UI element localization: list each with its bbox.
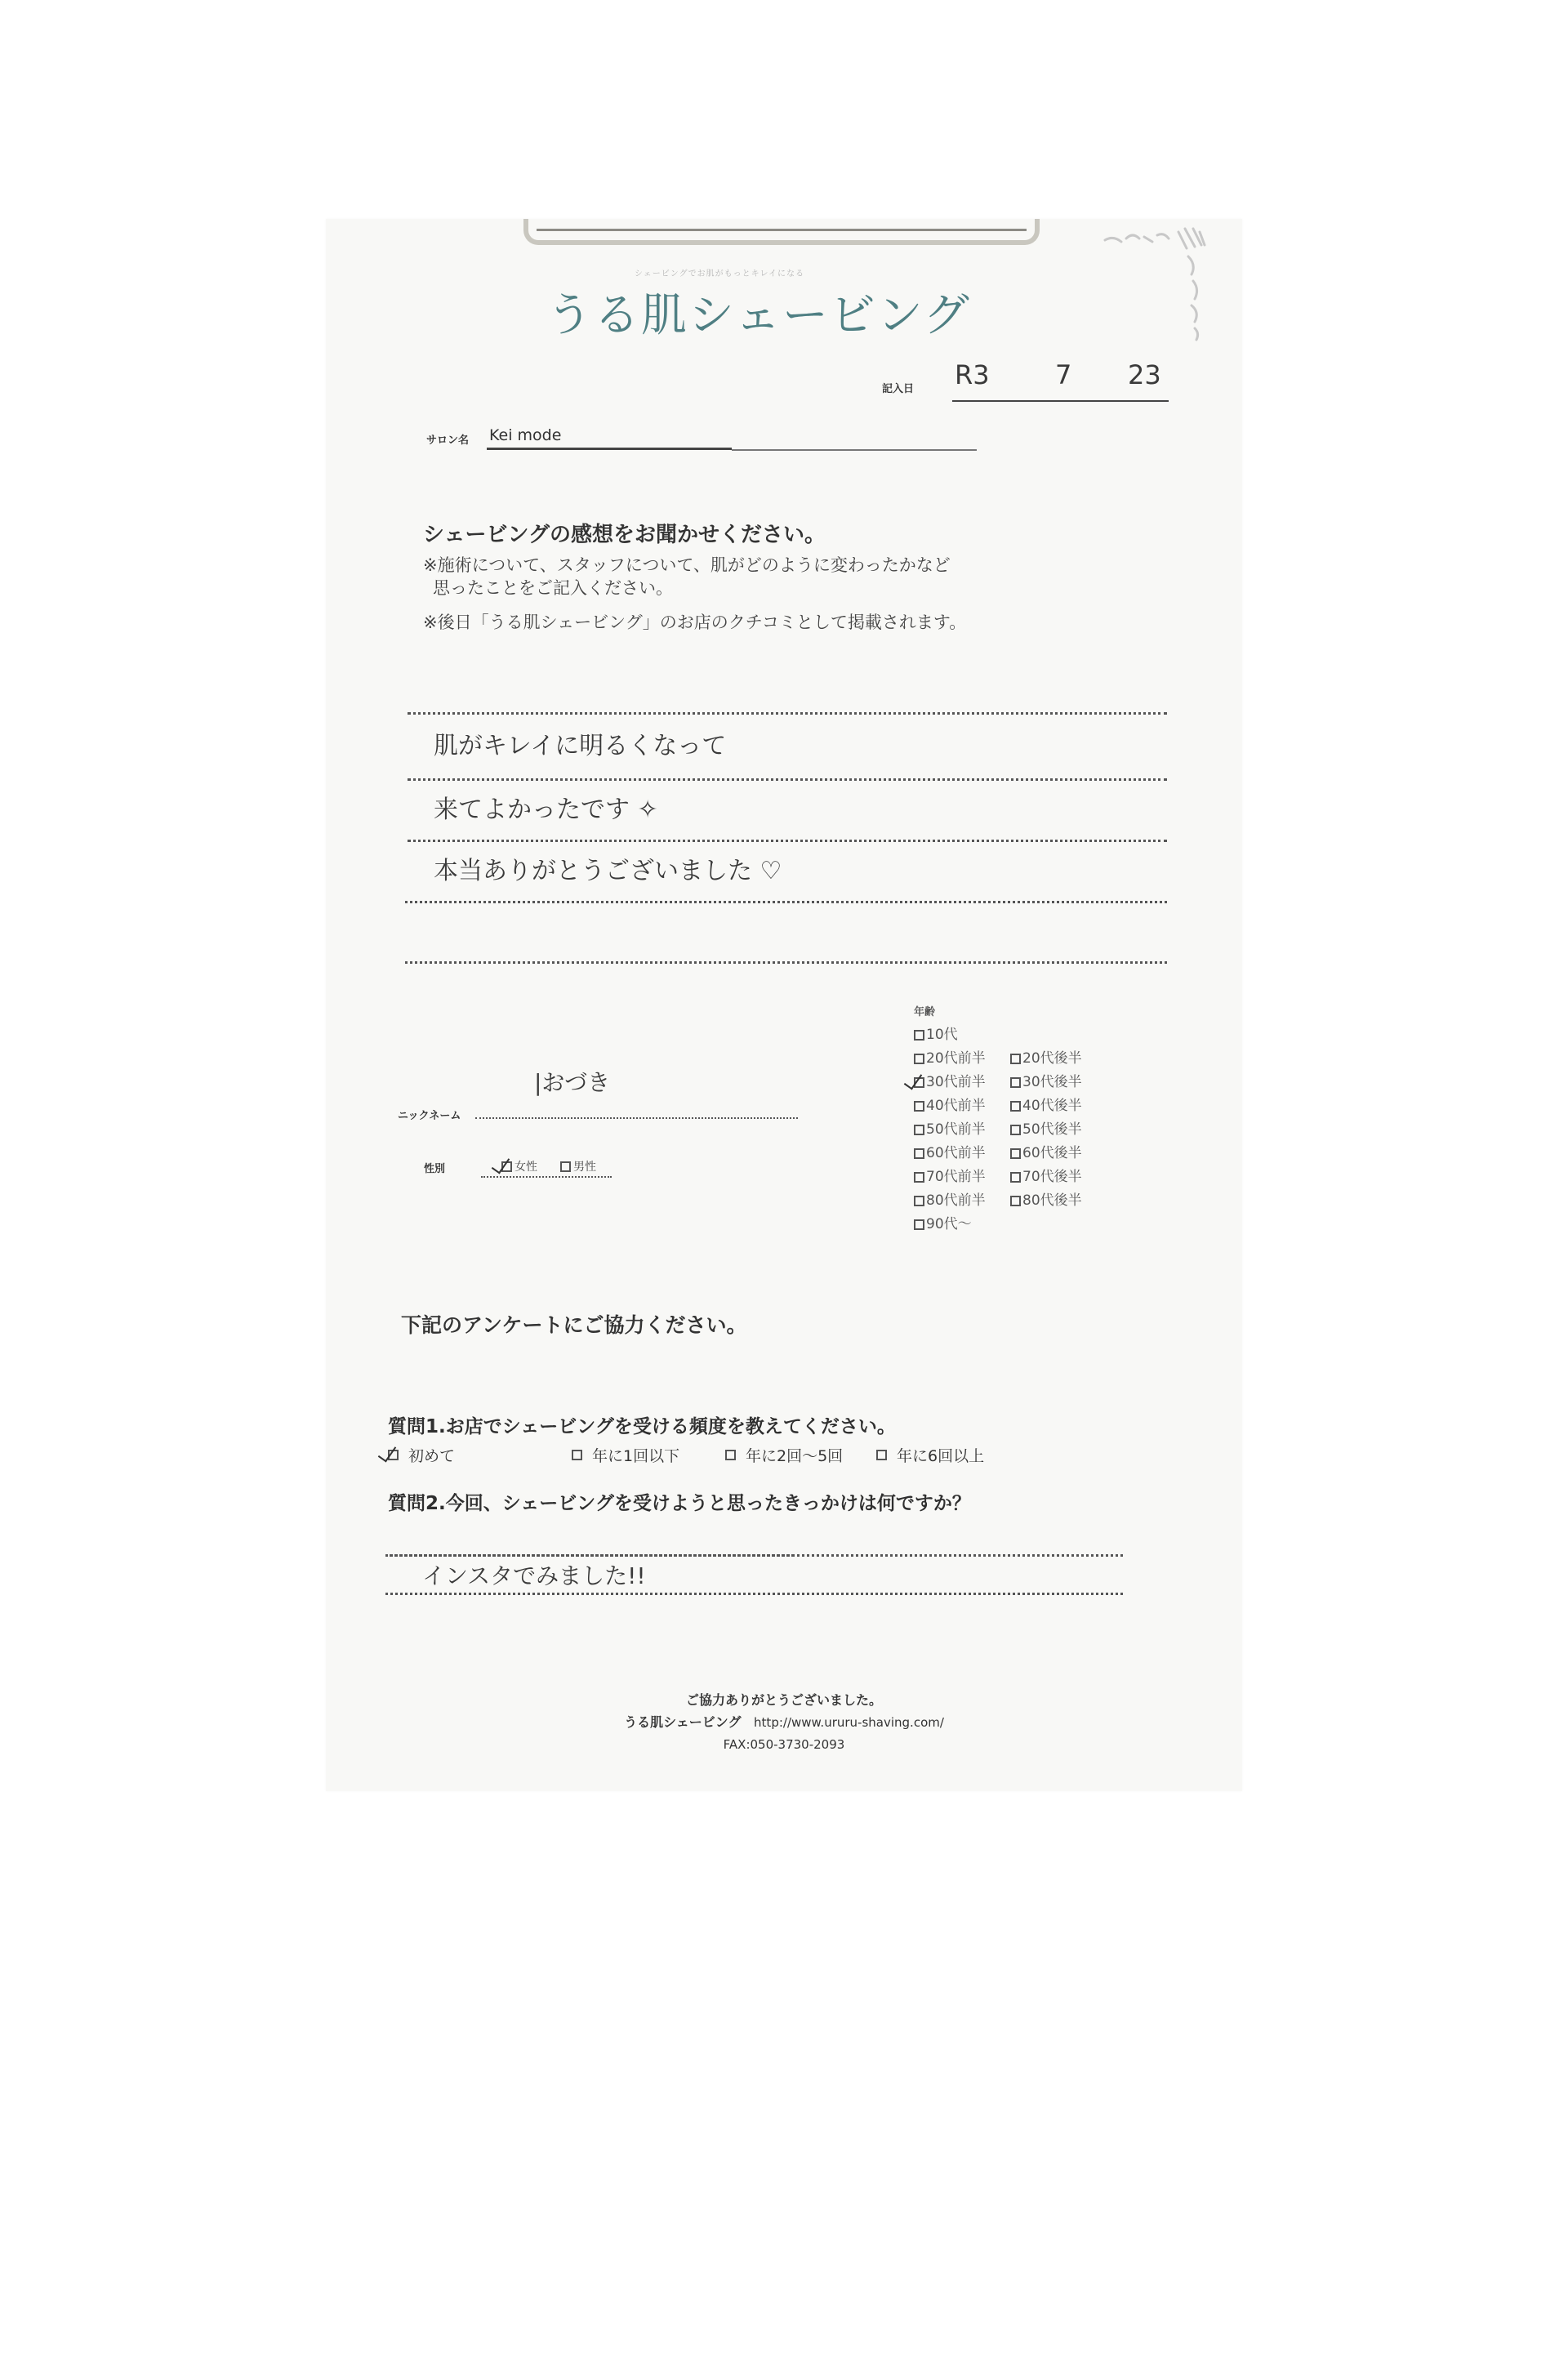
gender-label: 性別 (424, 1163, 446, 1175)
age-options (914, 1023, 1098, 1237)
age-option[interactable]: 80代後半 (1010, 1189, 1098, 1213)
footer-fax: FAX:050-3730-2093 (723, 1737, 845, 1752)
q1-option-2-to-5[interactable]: 年に2回〜5回 (725, 1444, 843, 1466)
age-option[interactable]: 90代〜 (914, 1213, 1002, 1237)
age-option[interactable]: 80代前半 (914, 1189, 1002, 1213)
footer-brand-line (326, 1711, 1242, 1734)
q1-option-6-or-more[interactable]: 年に6回以上 (876, 1444, 984, 1466)
age-option[interactable]: 70代前半 (914, 1165, 1002, 1189)
checkbox-icon[interactable] (914, 1148, 924, 1159)
gender-options (501, 1158, 596, 1174)
date-month[interactable]: 7 (1055, 359, 1072, 390)
age-option[interactable]: 20代前半 (914, 1047, 1002, 1071)
q2-answer[interactable]: インスタでみました!! (422, 1562, 646, 1589)
age-option[interactable]: 50代前半 (914, 1118, 1002, 1142)
brand-title: うる肌シェービング (546, 289, 971, 342)
checkbox-icon[interactable] (876, 1450, 887, 1460)
checkbox-checked-icon[interactable] (914, 1077, 924, 1088)
nickname-value[interactable]: |おづき (534, 1069, 611, 1096)
date-label: 記入日 (882, 383, 915, 395)
q2-answer-line (385, 1593, 1123, 1595)
age-option[interactable]: 40代前半 (914, 1094, 1002, 1118)
checkbox-icon[interactable] (914, 1030, 924, 1041)
footer (326, 1689, 1242, 1756)
q1-option-once-or-less[interactable]: 年に1回以下 (572, 1444, 679, 1466)
impression-heading: シェービングの感想をお聞かせください。 (423, 523, 826, 547)
impression-note-2: ※後日「うる肌シェービング」のお店のクチコミとして掲載されます。 (423, 613, 967, 632)
checkbox-icon[interactable] (560, 1161, 571, 1172)
age-option[interactable]: 50代後半 (1010, 1118, 1098, 1142)
checkbox-icon[interactable] (1010, 1196, 1021, 1206)
checkbox-icon[interactable] (914, 1172, 924, 1183)
impression-note-1-cont: 思ったことをご記入ください。 (433, 578, 673, 598)
checkbox-icon[interactable] (914, 1219, 924, 1230)
q1-options (388, 1444, 1123, 1468)
comment-line-1[interactable]: 肌がキレイに明るくなって (434, 732, 727, 760)
checkbox-icon[interactable] (1010, 1172, 1021, 1183)
checkbox-icon[interactable] (1010, 1125, 1021, 1135)
q1-option-first-time[interactable]: 初めて (388, 1444, 455, 1466)
checkbox-icon[interactable] (1010, 1148, 1021, 1159)
comment-line-2[interactable]: 来てよかったです ✧ (434, 795, 658, 824)
salon-label: サロン名 (426, 435, 470, 447)
checkbox-icon[interactable] (1010, 1101, 1021, 1112)
checkbox-checked-icon[interactable] (501, 1161, 512, 1172)
checkbox-icon[interactable] (914, 1196, 924, 1206)
age-option[interactable]: 10代 (914, 1023, 1002, 1047)
comment-line (408, 712, 1167, 715)
date-underline (952, 400, 1169, 402)
age-option[interactable]: 60代前半 (914, 1142, 1002, 1165)
salon-underline (487, 448, 732, 450)
age-option[interactable]: 60代後半 (1010, 1142, 1098, 1165)
comment-line (408, 778, 1167, 781)
comment-line (408, 840, 1167, 842)
gender-option-male[interactable]: 男性 (560, 1158, 596, 1174)
survey-form-sheet (326, 219, 1242, 1791)
nickname-underline (475, 1117, 798, 1119)
footer-brand: うる肌シェービング (624, 1714, 742, 1730)
age-option[interactable]: 40代後半 (1010, 1094, 1098, 1118)
checkbox-checked-icon[interactable] (388, 1450, 399, 1460)
checkbox-icon[interactable] (1010, 1054, 1021, 1064)
comment-line (405, 961, 1167, 964)
checkbox-icon[interactable] (572, 1450, 582, 1460)
comment-line (405, 901, 1167, 903)
q2-heading: 質問2.今回、シェービングを受けようと思ったきっかけは何ですか？ (388, 1493, 971, 1514)
checkbox-icon[interactable] (725, 1450, 736, 1460)
impression-note-1: ※施術について、スタッフについて、肌がどのように変わったかなど (423, 555, 951, 575)
date-day[interactable]: 23 (1128, 359, 1161, 390)
nickname-label: ニックネーム (398, 1110, 461, 1122)
checkbox-icon[interactable] (914, 1101, 924, 1112)
footer-thanks: ご協力ありがとうございました。 (685, 1692, 882, 1708)
salon-value[interactable]: Kei mode (489, 426, 562, 444)
q1-heading: 質問1.お店でシェービングを受ける頻度を教えてください。 (388, 1416, 896, 1437)
age-option[interactable]: 30代前半 (914, 1071, 1002, 1094)
header-tagline: シェービングでお肌がもっとキレイになる (635, 270, 804, 279)
checkbox-icon[interactable] (914, 1054, 924, 1064)
date-era-year[interactable]: R3 (955, 359, 990, 390)
age-option[interactable]: 70代後半 (1010, 1165, 1098, 1189)
clipboard-clip (523, 219, 1040, 245)
age-label: 年齢 (914, 1006, 936, 1018)
gender-option-female[interactable]: 女性 (501, 1158, 537, 1174)
gender-underline (481, 1176, 612, 1178)
floral-corner-icon (1097, 224, 1227, 346)
survey-intro: 下記のアンケートにご協力ください。 (401, 1313, 747, 1337)
age-option[interactable]: 20代後半 (1010, 1047, 1098, 1071)
checkbox-icon[interactable] (1010, 1077, 1021, 1088)
footer-url[interactable]: http://www.ururu-shaving.com/ (754, 1715, 944, 1730)
age-option[interactable]: 30代後半 (1010, 1071, 1098, 1094)
checkbox-icon[interactable] (914, 1125, 924, 1135)
comment-line-3[interactable]: 本当ありがとうございました ♡ (434, 857, 782, 885)
